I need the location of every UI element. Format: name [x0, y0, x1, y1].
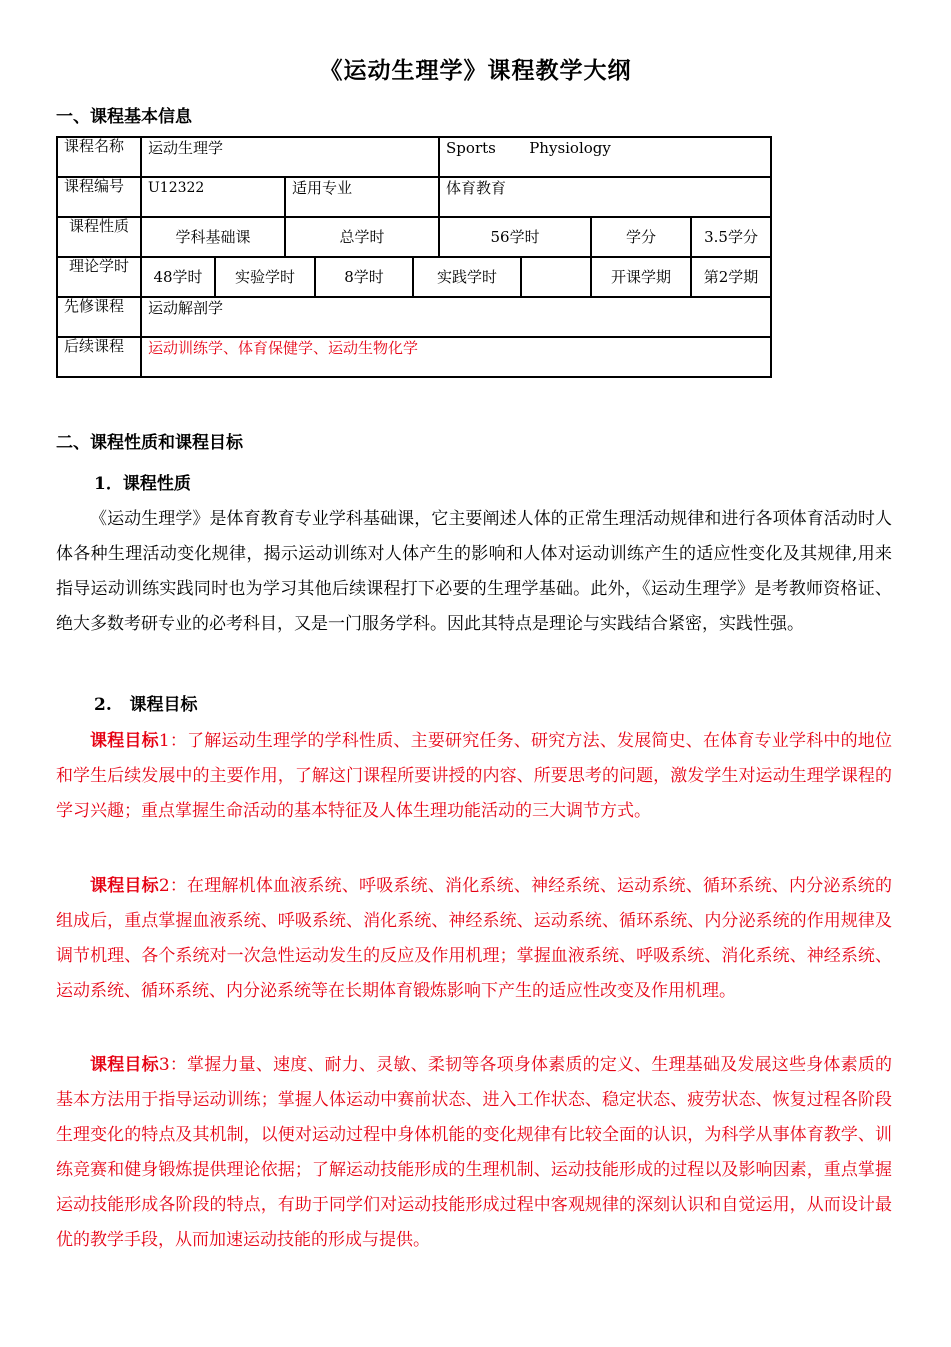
- course-info-table: [56, 136, 772, 378]
- total-hours: 56学时: [439, 217, 591, 257]
- goal-number: 1：: [158, 731, 188, 751]
- major-value: 体育教育: [439, 177, 771, 217]
- table-row: [57, 297, 771, 337]
- lab-hours-label: 实验学时: [215, 257, 315, 297]
- goal-label: 课程目标: [90, 731, 159, 751]
- course-nature-paragraph: 《运动生理学》是体育教育专业学科基础课，它主要阐述人体的正常生理活动规律和进行各项体育活动时人体各种生理活动变化规律，揭示运动训练对人体产生的影响和人体对运动训练产生的适应性变化及其规律,用来指导运动训练实践同时也为学习其他后续课程打下必要的生理学基础。此外，《运动生理学》是考教师资格证、绝大多数考研专业的必考科目，又是一门服务学科。因此其特点是理论与实践结合紧密，实践性强。: [56, 509, 892, 634]
- course-nature-label: 课程性质: [57, 217, 141, 257]
- table-row: [57, 337, 771, 377]
- course-goal-3: [56, 1048, 892, 1258]
- table-row: [57, 137, 771, 177]
- section1-heading: 一、课程基本信息: [56, 107, 192, 127]
- goal-label: 课程目标: [90, 876, 159, 896]
- course-goal-2: [56, 869, 892, 1009]
- semester-label: 开课学期: [591, 257, 691, 297]
- course-nature: 学科基础课: [141, 217, 285, 257]
- theory-hours-label: 理论学时: [57, 257, 141, 297]
- table-row: [57, 177, 771, 217]
- document-title: 《运动生理学》课程教学大纲: [319, 57, 632, 84]
- prereq-value: 运动解剖学: [141, 297, 771, 337]
- followup-value: 运动训练学、体育保健学、运动生物化学: [141, 337, 771, 377]
- section2-heading: 二、课程性质和课程目标: [56, 433, 243, 453]
- table-row: [57, 257, 771, 297]
- credit-label: 学分: [591, 217, 691, 257]
- course-goals-subheading: 2. 课程目标: [94, 695, 198, 715]
- goal-number: 3：: [158, 1055, 188, 1075]
- course-code: U12322: [141, 177, 285, 217]
- theory-hours: 48学时: [141, 257, 215, 297]
- table-row: [57, 217, 771, 257]
- course-goal-1: [56, 724, 892, 829]
- course-name-en: Sports Physiology: [439, 137, 771, 177]
- practice-hours-label: 实践学时: [413, 257, 521, 297]
- total-hours-label: 总学时: [285, 217, 439, 257]
- goal-text: 掌握力量、速度、耐力、灵敏、柔韧等各项身体素质的定义、生理基础及发展这些身体素质的基本方法用于指导运动训练；掌握人体运动中赛前状态、进入工作状态、稳定状态、疲劳状态、恢复过程各阶段生理变化的特点及其机制，以便对运动过程中身体机能的变化规律有比较全面的认识，为科学从事体育教学、训练竞赛和健身锻炼提供理论依据；了解运动技能形成的生理机制、运动技能形成的过程以及影响因素，重点掌握运动技能形成各阶段的特点，有助于同学们对运动技能形成过程中客观规律的深刻认识和自觉运用，从而设计最优的教学手段，从而加速运动技能的形成与提供。: [56, 1055, 893, 1250]
- lab-hours: 8学时: [315, 257, 413, 297]
- course-nature-subheading: 1．课程性质: [94, 474, 191, 494]
- practice-hours: [521, 257, 591, 297]
- semester-value: 第2学期: [691, 257, 771, 297]
- course-name-label: 课程名称: [57, 137, 141, 177]
- prereq-label: 先修课程: [57, 297, 141, 337]
- goal-text: 在理解机体血液系统、呼吸系统、消化系统、神经系统、运动系统、循环系统、内分泌系统的组成后，重点掌握血液系统、呼吸系统、消化系统、神经系统、运动系统、循环系统、内分泌系统的作用规律及调节机理、各个系统对一次急性运动发生的反应及作用机理；掌握血液系统、呼吸系统、消化系统、神经系统、运动系统、循环系统、内分泌系统等在长期体育锻炼影响下产生的适应性改变及作用机理。: [56, 876, 893, 1001]
- course-code-label: 课程编号: [57, 177, 141, 217]
- goal-text: 了解运动生理学的学科性质、主要研究任务、研究方法、发展简史、在体育专业学科中的地位和学生后续发展中的主要作用，了解这门课程所要讲授的内容、所要思考的问题，激发学生对运动生理学课程的学习兴趣；重点掌握生命活动的基本特征及人体生理功能活动的三大调节方式。: [56, 731, 893, 821]
- major-label: 适用专业: [285, 177, 439, 217]
- followup-label: 后续课程: [57, 337, 141, 377]
- goal-number: 2：: [158, 876, 188, 896]
- credit-value: 3.5学分: [691, 217, 771, 257]
- course-name-cn: 运动生理学: [141, 137, 439, 177]
- goal-label: 课程目标: [90, 1055, 159, 1075]
